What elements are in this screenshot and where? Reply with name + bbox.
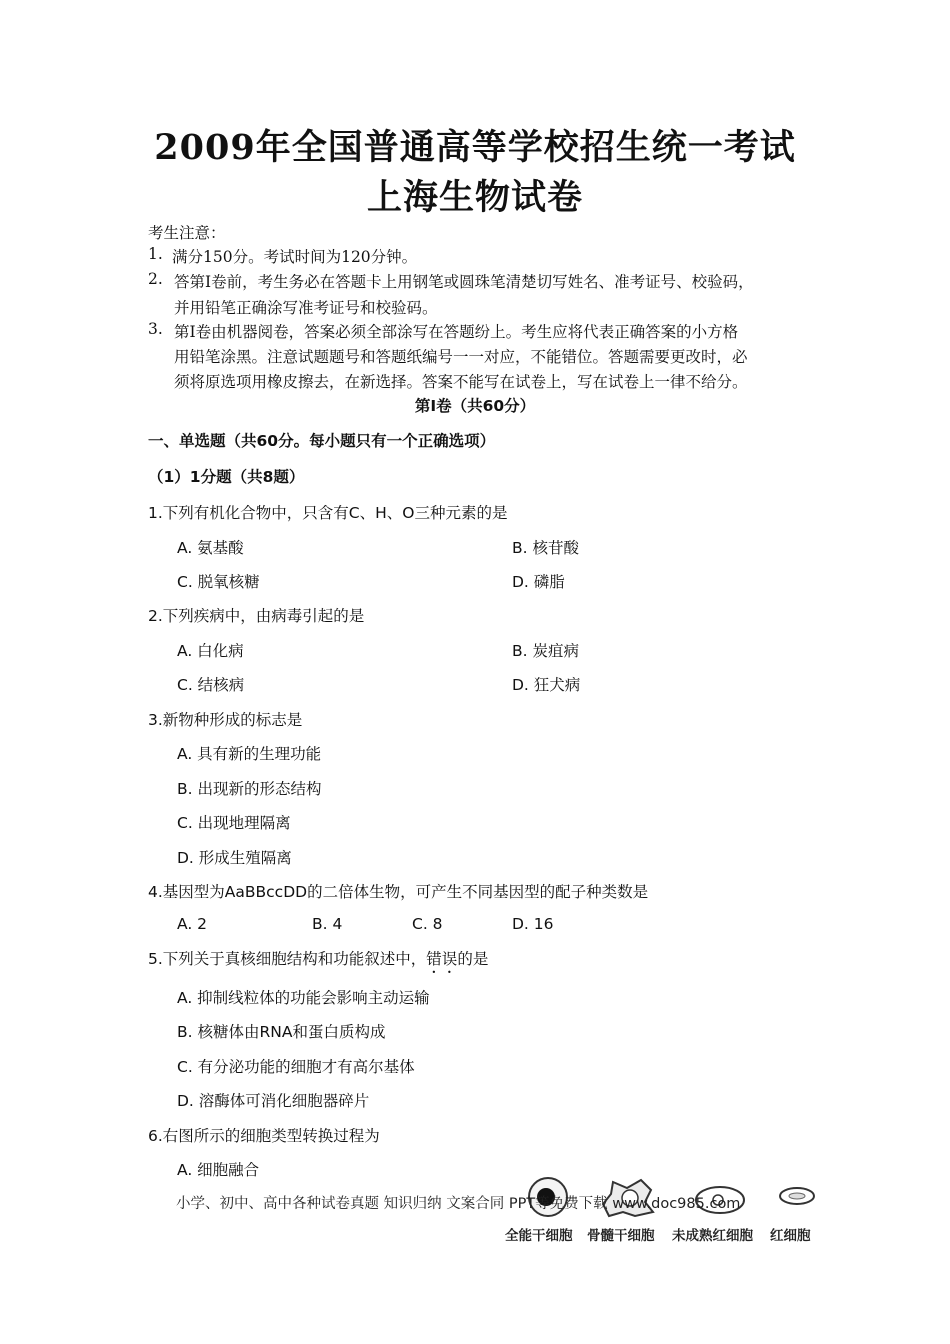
- question-3-option-d: D. 形成生殖隔离: [177, 849, 292, 867]
- section-title: 第Ⅰ卷（共60分）: [414, 397, 536, 415]
- exam-title-line2: 上海生物试卷: [366, 177, 583, 218]
- question-2-option-b: B. 炭疽病: [512, 642, 579, 660]
- question-4-stem: 4.基因型为AaBBccDD的二倍体生物，可产生不同基因型的配子种类数是: [148, 883, 649, 901]
- notice-item-2-num: 2.: [148, 270, 163, 288]
- exam-title-line1: 2009年全国普通高等学校招生统一考试: [154, 127, 796, 168]
- notice-item-3-num: 3.: [148, 320, 163, 338]
- question-1-stem: 1.下列有机化合物中，只含有C、H、O三种元素的是: [148, 504, 508, 522]
- notice-heading: 考生注意：: [148, 224, 226, 242]
- question-5-option-c: C. 有分泌功能的细胞才有高尔基体: [177, 1058, 415, 1076]
- question-5-option-b: B. 核糖体由RNA和蛋白质构成: [177, 1023, 386, 1041]
- question-3-option-b: B. 出现新的形态结构: [177, 780, 322, 798]
- question-4-option-b: B. 4: [312, 915, 343, 933]
- footer-watermark: 小学、初中、高中各种试卷真题 知识归纳 文案合同 PPT等免费下载 www.doc985.com: [176, 1196, 741, 1212]
- question-3-option-c: C. 出现地理隔离: [177, 814, 291, 832]
- question-3-option-a: A. 具有新的生理功能: [177, 745, 322, 763]
- question-3-stem: 3.新物种形成的标志是: [148, 711, 303, 729]
- notice-item-1-line1: 满分150分。考试时间为120分钟。: [172, 248, 418, 266]
- question-2-option-c: C. 结核病: [177, 676, 245, 694]
- red-blood-cell-icon: [780, 1188, 814, 1204]
- question-6-option-a: A. 细胞融合: [177, 1161, 260, 1179]
- question-4-option-d: D. 16: [512, 915, 554, 933]
- notice-item-3-line3: 须将原选项用橡皮擦去，在新选择。答案不能写在试卷上，写在试卷上一律不给分。: [174, 373, 748, 391]
- question-5-stem: [148, 947, 488, 977]
- notice-item-3-line1: 第Ⅰ卷由机器阅卷，答案必须全部涂写在答题纷上。考生应将代表正确答案的小方格: [174, 323, 739, 341]
- question-4-option-c: C. 8: [412, 915, 443, 933]
- question-4-option-a: A. 2: [177, 915, 208, 933]
- notice-item-2-line1: 答第Ⅰ卷前，考生务必在答题卡上用钢笔或圆珠笔清楚切写姓名、准考证号、校验码，: [174, 273, 754, 291]
- question-1-option-b: B. 核苷酸: [512, 539, 579, 557]
- question-1-option-a: A. 氨基酸: [177, 539, 244, 557]
- figure-label-bone-marrow-stem-cell: 骨髓干细胞: [587, 1228, 655, 1244]
- question-5-stem-pre: 5.下列关于真核细胞结构和功能叙述中，: [148, 950, 427, 968]
- subpart-title: （1）1分题（共8题）: [148, 468, 305, 486]
- notice-item-3-line2: 用铅笔涂黑。注意试题题号和答题纸编号一一对应，不能错位。答题需要更改时，必: [174, 348, 748, 366]
- notice-item-2-line2: 并用铅笔正确涂写准考证号和校验码。: [174, 299, 438, 317]
- figure-label-immature-red-blood-cell: 未成熟红细胞: [672, 1228, 753, 1244]
- question-2-stem: 2.下列疾病中，由病毒引起的是: [148, 607, 365, 625]
- figure-label-totipotent-stem-cell: 全能干细胞: [505, 1228, 573, 1244]
- question-5-stem-post: 的是: [457, 950, 489, 968]
- question-5-stem-emphasis: 错误: [426, 950, 458, 968]
- question-1-option-c: C. 脱氧核糖: [177, 573, 260, 591]
- question-6-stem: 6.右图所示的细胞类型转换过程为: [148, 1127, 380, 1145]
- question-2-option-a: A. 白化病: [177, 642, 244, 660]
- figure-label-red-blood-cell: 红细胞: [770, 1228, 811, 1244]
- part-title: 一、单选题（共60分。每小题只有一个正确选项）: [148, 432, 496, 450]
- question-1-option-d: D. 磷脂: [512, 573, 565, 591]
- question-2-option-d: D. 狂犬病: [512, 676, 581, 694]
- question-5-option-a: A. 抑制线粒体的功能会影响主动运输: [177, 989, 430, 1007]
- question-5-option-d: D. 溶酶体可消化细胞器碎片: [177, 1092, 370, 1110]
- notice-item-1-num: 1.: [148, 245, 163, 263]
